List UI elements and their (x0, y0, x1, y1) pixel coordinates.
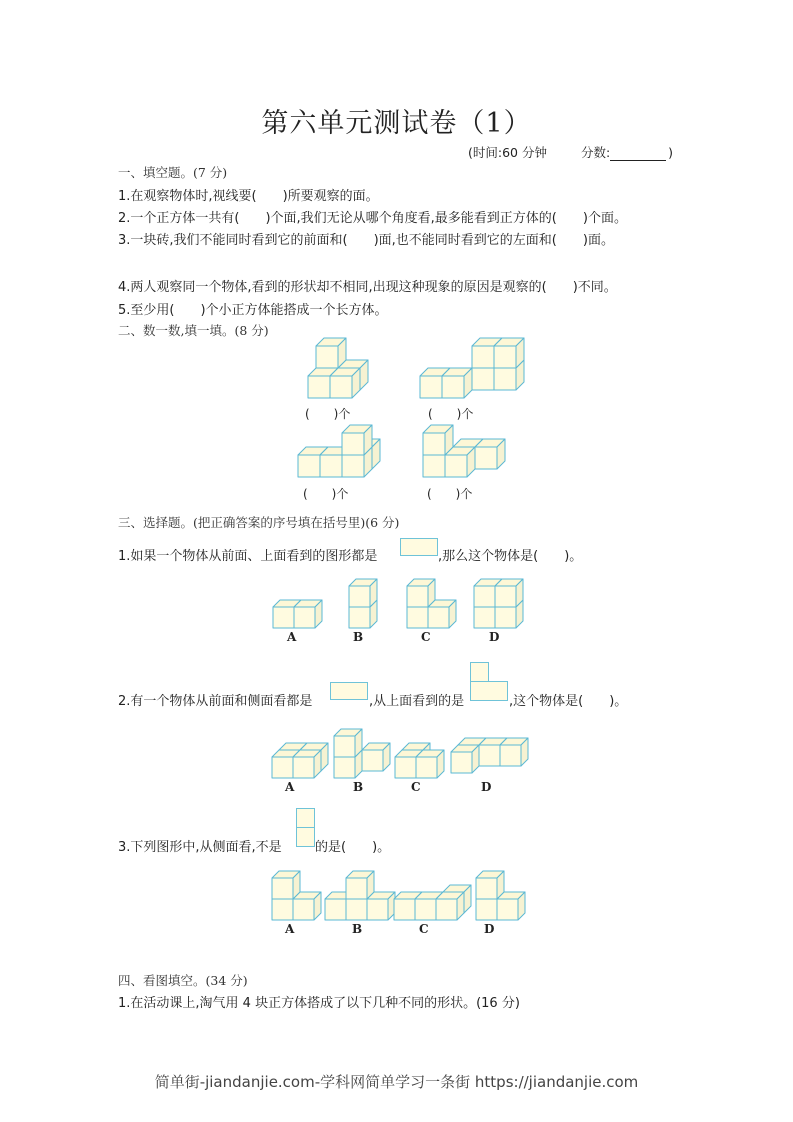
page-title: 第六单元测试卷（1） (261, 108, 532, 139)
question-1-3: 3.一块砖,我们不能同时看到它的前面和( )面,也不能同时看到它的左面和( )面。 (118, 233, 614, 248)
option-c[interactable]: C (421, 630, 431, 644)
question-3-2-after: ,这个物体是( )。 (509, 694, 628, 709)
time-limit: (时间:60 分钟 (468, 145, 547, 160)
question-3-3-before: 3.下列图形中,从侧面看,不是 (118, 840, 282, 855)
option-a[interactable]: A (287, 630, 297, 644)
question-1-4: 4.两人观察同一个物体,看到的形状却不相同,出现这种现象的原因是观察的( )不同。 (118, 280, 617, 295)
question-3-2-before: 2.有一个物体从前面和侧面看都是 (118, 694, 313, 709)
count-blank-3[interactable]: ( )个 (303, 487, 349, 501)
question-1-2: 2.一个正方体一共有( )个面,我们无论从哪个角度看,最多能看到正方体的( )个面。 (118, 211, 627, 226)
score-close: ) (668, 145, 674, 160)
option-a[interactable]: A (285, 780, 295, 794)
count-blank-2[interactable]: ( )个 (428, 407, 474, 421)
option-c[interactable]: C (419, 922, 429, 936)
option-d[interactable]: D (484, 922, 495, 936)
score-label: 分数: (580, 145, 611, 160)
option-b[interactable]: B (353, 780, 364, 794)
section2-heading: 二、数一数,填一填。(8 分) (118, 323, 269, 338)
option-c[interactable]: C (411, 780, 421, 794)
option-b[interactable]: B (352, 922, 363, 936)
question-1-5: 5.至少用( )个小正方体能搭成一个长方体。 (118, 303, 388, 318)
question-1-1: 1.在观察物体时,视线要( )所要观察的面。 (118, 189, 379, 204)
count-blank-4[interactable]: ( )个 (427, 487, 473, 501)
question-3-1-after: ,那么这个物体是( )。 (438, 549, 583, 564)
section3-heading: 三、选择题。(把正确答案的序号填在括号里)(6 分) (118, 515, 400, 530)
question-3-2-middle: ,从上面看到的是 (369, 694, 465, 709)
count-blank-1[interactable]: ( )个 (305, 407, 351, 421)
option-b[interactable]: B (353, 630, 364, 644)
option-a[interactable]: A (285, 922, 295, 936)
question-3-1-before: 1.如果一个物体从前面、上面看到的图形都是 (118, 549, 378, 564)
section4-heading: 四、看图填空。(34 分) (118, 973, 248, 988)
question-3-3-after: 的是( )。 (315, 840, 391, 855)
option-d[interactable]: D (489, 630, 500, 644)
question-4-1: 1.在活动课上,淘气用 4 块正方体搭成了以下几种不同的形状。(16 分) (118, 996, 520, 1011)
option-d[interactable]: D (481, 780, 492, 794)
section1-heading: 一、填空题。(7 分) (118, 165, 228, 180)
footer-watermark: 简单街-jiandanjie.com-学科网简单学习一条街 https://jiandanjie.com (154, 1073, 639, 1091)
